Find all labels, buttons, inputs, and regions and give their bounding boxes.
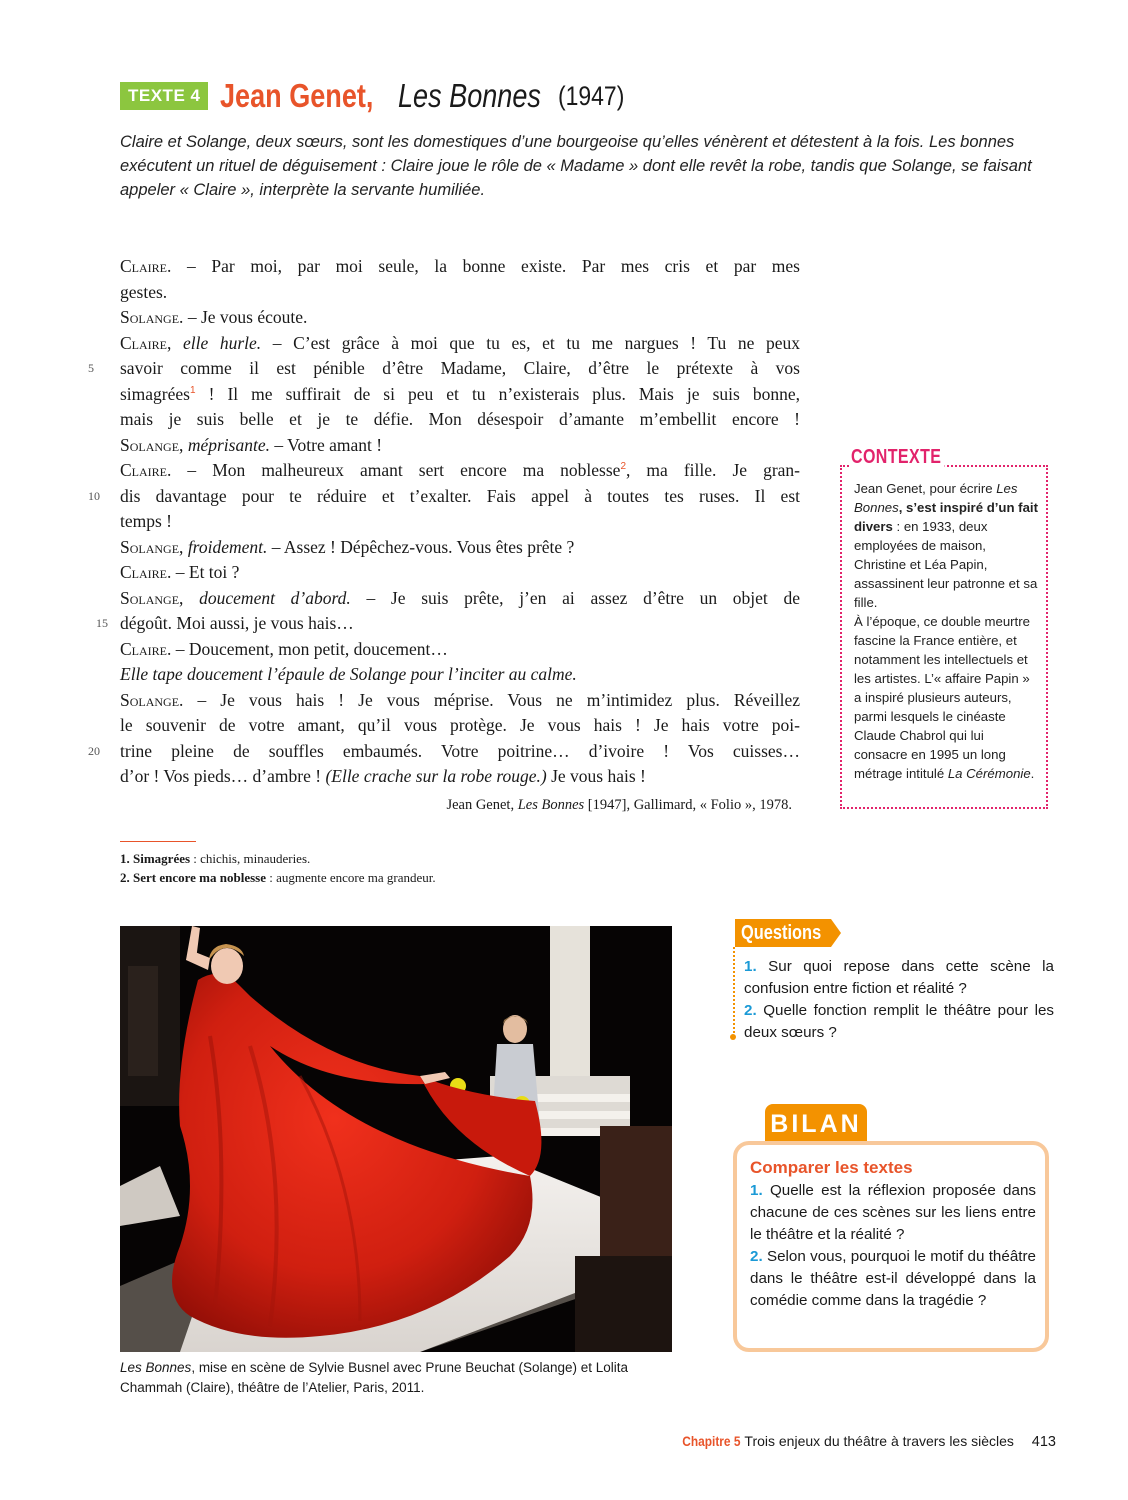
line-text: dis davantage pour te réduire et t’exalter. Fais appel à toutes tes ruses. Il est <box>120 485 800 506</box>
bilan-number: 2. <box>750 1248 763 1265</box>
line-text: gestes. <box>120 281 168 302</box>
footnote-definition: : chichis, minauderies. <box>190 851 311 866</box>
speaker: Solange, <box>120 587 184 608</box>
text-line <box>88 356 800 382</box>
line-text: – Mon malheureux amant sert encore ma noblesse <box>171 460 621 480</box>
question-item <box>744 1000 1054 1044</box>
text-line <box>120 535 800 561</box>
page-number: 413 <box>1031 1434 1056 1450</box>
speaker: Solange, <box>120 536 184 557</box>
contexte-emphasis: , s’est inspiré d’un fait divers <box>854 500 1038 534</box>
questions-label: Questions <box>741 922 822 944</box>
stage-photo <box>120 926 672 1352</box>
text-line <box>120 305 800 331</box>
line-number: 10 <box>88 488 100 503</box>
text-line <box>120 560 800 586</box>
question-number: 1. <box>744 958 757 975</box>
text-line <box>120 458 800 484</box>
stage-photo-illustration <box>120 926 672 1352</box>
page-header <box>120 74 636 118</box>
line-text: dégoût. Moi aussi, je vous hais… <box>120 613 354 633</box>
footnotes <box>120 849 436 887</box>
speaker: Solange. <box>120 307 184 327</box>
text-line <box>120 254 800 280</box>
intro-paragraph: Claire et Solange, deux sœurs, sont les domestiques d’une bourgeoise qu’elles vénèrent et détestent à la fois. Les bonnes exécutent un rituel de déguisement : Claire joue le rôle de « Madame » dont elle revêt la robe, tandis que Solange, se faisant appeler « Claire », interprète la servante humiliée. <box>120 133 1032 199</box>
contexte-work-title: Les Bonnes <box>854 481 1018 515</box>
text-line <box>120 509 800 535</box>
page-footer <box>672 1433 1056 1450</box>
work-year: (1947) <box>557 80 625 111</box>
text-line <box>96 611 800 637</box>
text-line <box>120 382 800 408</box>
text-line <box>120 637 800 663</box>
bilan-number: 1. <box>750 1182 763 1199</box>
contexte-part: À l’époque, ce double meurtre fascine la France entière, et notamment les intellectuels et les artistes. L’« affaire Papin » a inspiré plusieurs auteurs, parmi lesquels le cinéaste Claude Chabrol qui lui consacre en 1995 un long métrage intitulé <box>854 614 1030 781</box>
bilan-tab: BILAN <box>765 1104 867 1142</box>
bilan-subtitle: Comparer les textes <box>750 1158 913 1177</box>
footnote-definition: : augmente encore ma grandeur. <box>265 870 436 885</box>
bilan-item <box>750 1246 1036 1312</box>
source-title: Les Bonnes <box>517 797 585 813</box>
question-text: Sur quoi repose dans cette scène la confusion entre fiction et réalité ? <box>744 958 1054 997</box>
line-text: – Et toi ? <box>171 562 240 582</box>
questions-list <box>744 956 1054 1044</box>
question-text: Quelle fonction remplit le théâtre pour les deux sœurs ? <box>744 1002 1054 1041</box>
source-author: Jean Genet, <box>446 797 518 813</box>
footnote-term: 1. Simagrées <box>120 851 191 866</box>
bilan-content <box>750 1156 1036 1312</box>
stage-direction: Elle tape doucement l’épaule de Solange pour l’inciter au calme. <box>120 664 577 684</box>
footnote <box>120 868 436 887</box>
footnote-marker[interactable]: 1 <box>189 384 196 396</box>
notes-divider <box>120 841 196 842</box>
footer-chapter-title: Trois enjeux du théâtre à travers les siècles <box>744 1433 1014 1449</box>
source-citation <box>120 797 792 814</box>
line-text: Je vous hais ! <box>546 766 646 786</box>
bilan-text: Quelle est la réflexion proposée dans chacune de ces scènes sur les liens entre le théâtre et la réalité ? <box>750 1182 1036 1243</box>
play-excerpt <box>88 254 801 790</box>
text-line <box>120 713 800 739</box>
stage-direction: froidement. <box>183 536 268 557</box>
line-text: mais je suis belle et je te défie. Mon désespoir d’amante m’embellit encore ! <box>120 409 800 429</box>
text-line <box>88 484 800 510</box>
contexte-text <box>854 479 1040 783</box>
questions-dotted-line <box>733 947 735 1037</box>
caption-title: Les Bonnes <box>120 1360 192 1375</box>
footnote <box>120 849 436 868</box>
caption-text: , mise en scène de Sylvie Busnel avec Prune Beuchat (Solange) et Lolita Chammah (Claire), théâtre de l’Atelier, Paris, 2011. <box>120 1360 629 1395</box>
line-text: simagrées <box>120 383 190 404</box>
work-title: Les Bonnes <box>397 77 541 114</box>
speaker: Claire. <box>120 256 172 276</box>
speaker: Solange. <box>120 689 184 710</box>
line-text: – Je suis prête, j’en ai assez d’être un objet de <box>350 587 800 608</box>
line-text: savoir comme il est pénible d’être Madame, Claire, d’être le prétexte à vos <box>120 358 800 378</box>
line-text: – Je vous hais ! Je vous méprise. Vous ne m’intimidez plus. Réveillez <box>183 689 800 710</box>
text-line <box>120 662 800 688</box>
speaker: Claire. <box>120 562 172 582</box>
text-line <box>120 688 800 714</box>
author-name: Jean Genet, <box>220 77 374 114</box>
line-number: 20 <box>88 743 100 758</box>
line-text: – Assez ! Dépêchez-vous. Vous êtes prête ? <box>267 536 575 557</box>
stage-direction: doucement d’abord. <box>183 587 351 608</box>
questions-dot-marker <box>730 1034 736 1040</box>
line-text: d’or ! Vos pieds… d’ambre ! <box>120 766 326 786</box>
speaker: Claire. <box>120 638 172 659</box>
contexte-part: . <box>1030 766 1035 781</box>
stage-direction: elle hurle. <box>171 332 262 353</box>
line-number: 15 <box>96 616 108 630</box>
photo-caption <box>120 1358 680 1398</box>
line-text: – Par moi, par moi seule, la bonne existe. Par mes cris et par mes <box>171 256 800 276</box>
texte-badge: TEXTE 4 <box>120 82 208 110</box>
contexte-part: : en 1933, deux employées de maison, Christine et Léa Papin, assassinent leur patronne et sa fille. <box>854 519 1038 610</box>
line-text: ! Il me suffirait de si peu et tu n’existerais plus. Mais je suis bonne, <box>195 383 800 404</box>
text-line <box>120 433 800 459</box>
text-line <box>120 764 800 790</box>
text-line <box>120 280 800 306</box>
line-text: , ma fille. Je gran- <box>626 460 801 480</box>
contexte-part: Jean Genet, pour écrire <box>854 481 997 496</box>
text-line <box>88 739 800 765</box>
line-text: – C’est grâce à moi que tu es, et tu me nargues ! Tu ne peux <box>261 332 800 353</box>
bilan-item <box>750 1180 1036 1246</box>
bilan-text: Selon vous, pourquoi le motif du théâtre dans le théâtre est-il développé dans la comédie comme dans la tragédie ? <box>750 1248 1036 1309</box>
footer-chapter: Chapitre 5 <box>682 1433 741 1449</box>
footnote-marker[interactable]: 2 <box>620 461 627 473</box>
stage-direction: (Elle crache sur la robe rouge.) <box>325 766 547 786</box>
line-text: – Doucement, mon petit, doucement… <box>171 638 448 659</box>
line-text: – Votre amant ! <box>269 434 383 455</box>
line-text: – Je vous écoute. <box>183 307 308 327</box>
question-number: 2. <box>744 1002 757 1019</box>
text-line <box>120 331 800 357</box>
line-number: 5 <box>88 361 94 375</box>
speaker: Claire. <box>120 460 172 480</box>
questions-tab <box>735 919 831 947</box>
text-line <box>120 586 800 612</box>
contexte-title: CONTEXTE <box>851 446 945 469</box>
question-item <box>744 956 1054 1000</box>
speaker: Claire, <box>120 332 172 353</box>
stage-direction: méprisante. <box>183 434 270 455</box>
contexte-film-title: La Cérémonie <box>947 766 1031 781</box>
line-text: temps ! <box>120 511 173 531</box>
line-text: trine pleine de souffles embaumés. Votre poitrine… d’ivoire ! Vos cuisses… <box>120 740 800 761</box>
line-text: le souvenir de votre amant, qu’il vous protège. Je vous hais ! Je hais votre poi- <box>120 715 800 735</box>
source-publisher: [1947], Gallimard, « Folio », 1978. <box>584 797 792 813</box>
footnote-term: 2. Sert encore ma noblesse <box>120 870 266 885</box>
text-line <box>120 407 800 433</box>
speaker: Solange, <box>120 434 184 455</box>
